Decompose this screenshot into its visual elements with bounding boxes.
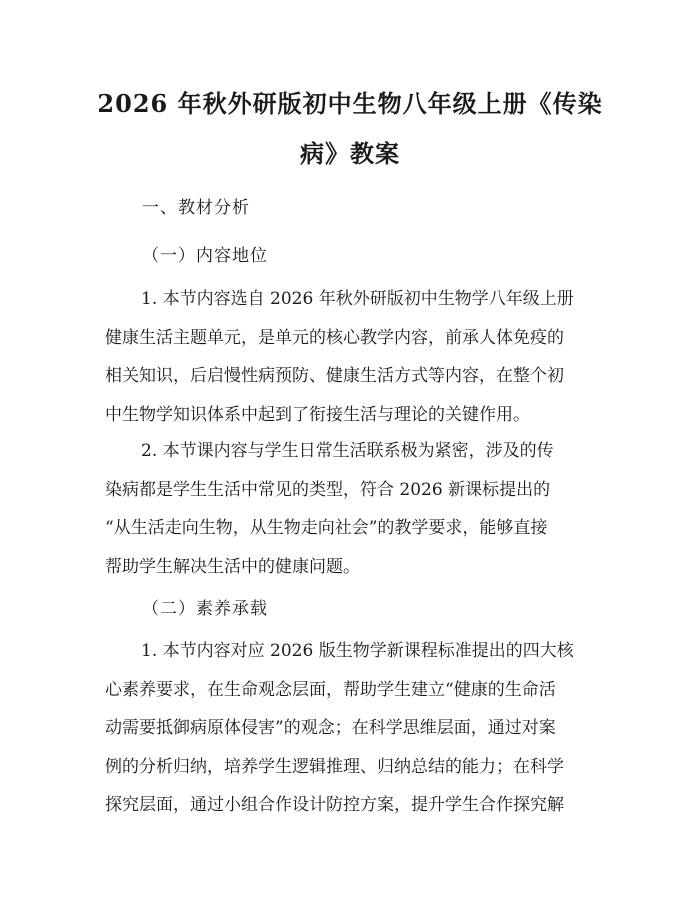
document-title-line-1: 2026 年秋外研版初中生物八年级上册《传染 bbox=[97, 89, 603, 118]
paragraph-2 bbox=[105, 432, 600, 586]
paragraph-line: 2. 本节课内容与学生日常生活联系极为紧密，涉及的传 bbox=[141, 441, 554, 461]
paragraph-line: 动需要抵御病原体侵害”的观念；在科学思维层面，通过对案 bbox=[105, 718, 556, 738]
subsection-heading-content-position: （一）内容地位 bbox=[142, 246, 268, 266]
paragraph-line: 1. 本节内容对应 2026 版生物学新课程标准提出的四大核 bbox=[141, 641, 574, 661]
paragraph-line: 探究层面，通过小组合作设计防控方案，提升学生合作探究解 bbox=[105, 795, 564, 815]
paragraph-line: 中生物学知识体系中起到了衔接生活与理论的关键作用。 bbox=[105, 404, 530, 425]
document-title-line-2: 病》教案 bbox=[300, 139, 400, 168]
paragraph-line: 心素养要求，在生命观念层面，帮助学生建立“健康的生命活 bbox=[105, 679, 556, 700]
paragraph-1 bbox=[105, 280, 600, 434]
paragraph-line: 染病都是学生生活中常见的类型，符合 2026 新课标提出的 bbox=[105, 479, 551, 500]
paragraph-line: 例的分析归纳，培养学生逻辑推理、归纳总结的能力；在科学 bbox=[105, 756, 564, 777]
section-heading-textbook-analysis: 一、教材分析 bbox=[142, 198, 250, 218]
paragraph-line: 相关知识，后启慢性病预防、健康生活方式等内容，在整个初 bbox=[105, 366, 564, 386]
subsection-heading-literacy: （二）素养承载 bbox=[142, 599, 268, 619]
paragraph-3 bbox=[105, 632, 600, 825]
paragraph-line: 帮助学生解决生活中的健康问题。 bbox=[105, 556, 360, 577]
paragraph-line: “从生活走向生物，从生物走向社会”的教学要求，能够直接 bbox=[105, 518, 548, 538]
paragraph-line: 健康生活主题单元，是单元的核心教学内容，前承人体免疫的 bbox=[105, 327, 564, 348]
paragraph-line: 1. 本节内容选自 2026 年秋外研版初中生物学八年级上册 bbox=[141, 289, 574, 309]
